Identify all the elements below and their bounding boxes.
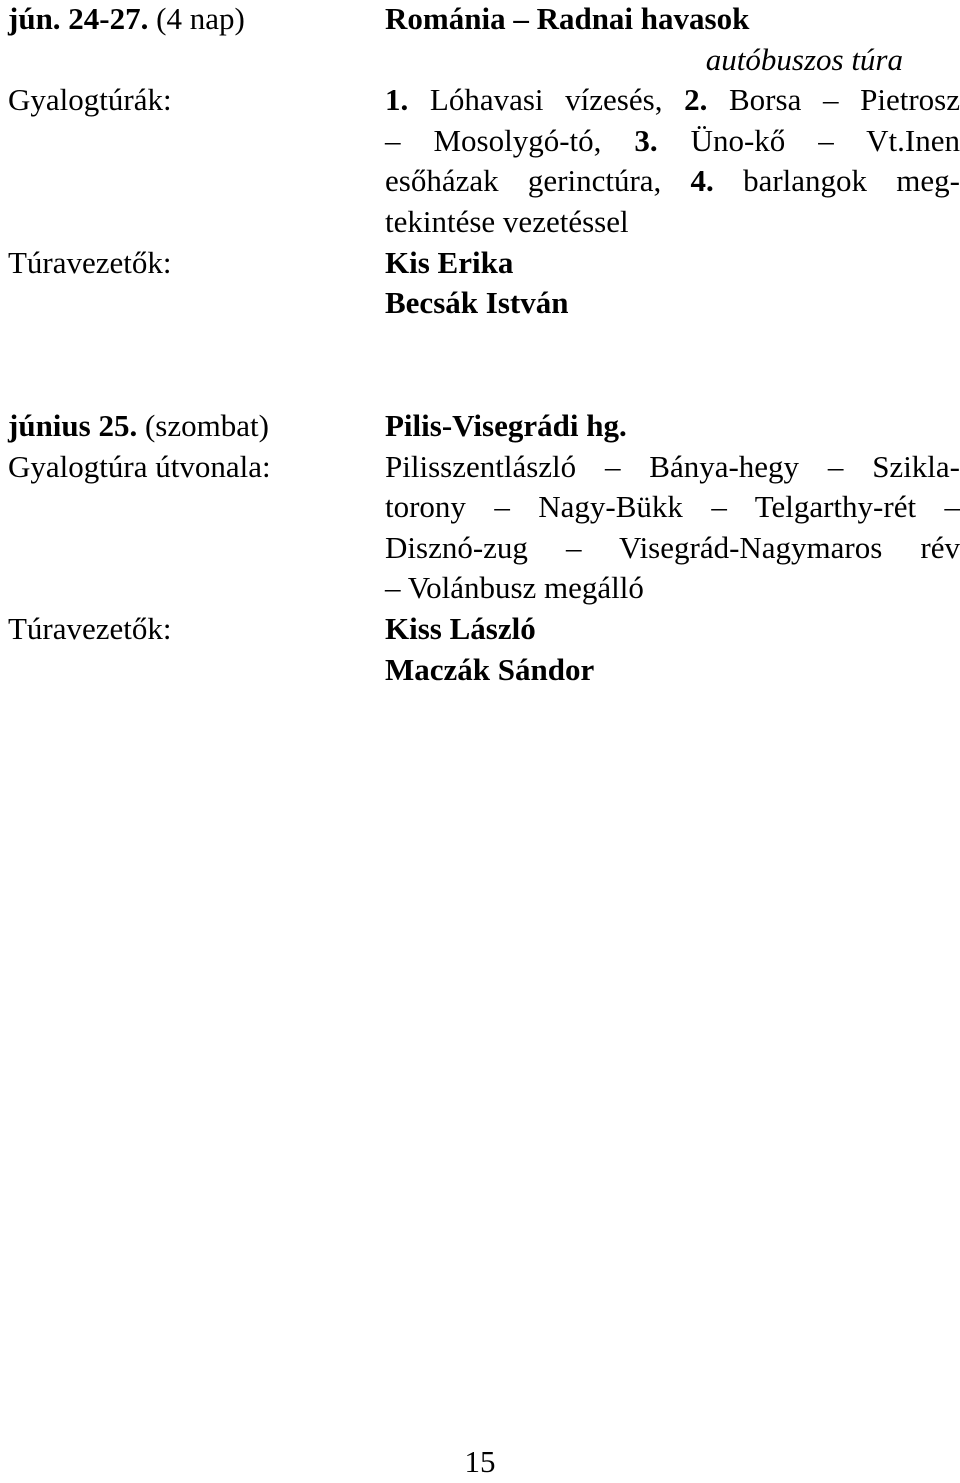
entry1-leader-2: Becsák István — [385, 285, 569, 321]
entry1-leader-1: Kis Erika — [385, 244, 514, 280]
entry2-date: június 25. (szombat) — [8, 408, 269, 443]
entry2-leaders-label: Túravezetők: — [8, 610, 172, 646]
entry2-route-label: Gyalogtúra útvonala: — [8, 448, 271, 484]
entry1-date: jún. 24-27. (4 nap) — [8, 1, 245, 36]
entry1-route-line-1: 1. Lóhavasi vízesés, 2. Borsa – Pietrosz — [385, 82, 960, 118]
entry2-route-line-1: Pilisszentlászló – Bánya-hegy – Szikla- — [385, 448, 960, 484]
entry1-routes-label: Gyalogtúrák: — [8, 82, 172, 118]
entry1-right-column — [385, 0, 960, 324]
entry1-route-line-2: – Mosolygó-tó, 3. Üno-kő – Vt.Inen — [385, 122, 960, 158]
entry2-route-line-2: torony – Nagy-Bükk – Telgarthy-rét – — [385, 489, 960, 525]
page-number: 15 — [464, 1444, 496, 1479]
entry1-left-column — [8, 0, 245, 283]
entry1-leaders-label: Túravezetők: — [8, 244, 172, 280]
entry2-right-column — [385, 406, 960, 690]
entry2-leader-1: Kiss László — [385, 610, 536, 646]
entry1-route-line-4: tekintése vezetéssel — [385, 203, 629, 239]
entry1-route-line-3: esőházak gerinctúra, 4. barlangok meg- — [385, 163, 960, 199]
entry2-leader-2: Maczák Sándor — [385, 651, 595, 687]
entry1-title: Románia – Radnai havasok — [385, 1, 750, 36]
entry2-route-line-4: – Volánbusz megálló — [385, 570, 644, 606]
entry2-title: Pilis-Visegrádi hg. — [385, 408, 627, 443]
entry2-left-column — [8, 406, 271, 650]
entry1-subtitle: autóbuszos túra — [705, 41, 903, 77]
entry2-route-line-3: Disznó-zug – Visegrád-Nagymaros rév — [385, 529, 960, 565]
